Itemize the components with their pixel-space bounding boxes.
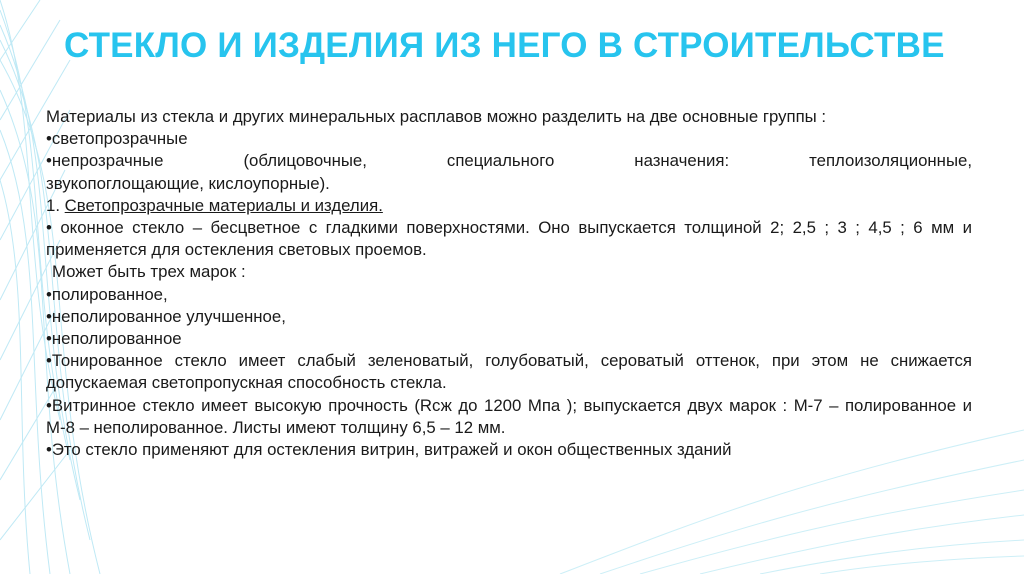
- section-heading: [46, 195, 972, 217]
- tinted-glass-paragraph: •Тонированное стекло имеет слабый зеленоватый, голубоватый, сероватый оттенок, при этом не снижается допускаемая светопропускная способность стекла.: [46, 351, 972, 393]
- usage-paragraph: •Это стекло применяют для остекления витрин, витражей и окон общественных зданий: [46, 440, 732, 460]
- list-item-opaque-continued: звукопоглощающие, кислоупорные).: [46, 173, 330, 193]
- list-item-opaque: •непрозрачные (облицовочные, специального назначения: теплоизоляционные,: [46, 151, 972, 171]
- section-number: 1.: [46, 195, 65, 215]
- window-glass-paragraph: • оконное стекло – бесцветное с гладкими поверхностями. Оно выпускается толщиной 2; 2,5 ; 3 ; 4,5 ; 6 мм и применяется для остекления световых проемов.: [46, 218, 972, 260]
- grade-item-improved: •неполированное улучшенное,: [46, 306, 286, 326]
- section-title: Светопрозрачные материалы и изделия.: [64, 195, 383, 215]
- grade-item-polished: •полированное,: [46, 284, 168, 304]
- slide-body: [46, 106, 972, 461]
- slide-title: СТЕКЛО И ИЗДЕЛИЯ ИЗ НЕГО В СТРОИТЕЛЬСТВЕ: [64, 26, 945, 65]
- showcase-glass-paragraph: •Витринное стекло имеет высокую прочность (Rсж до 1200 Мпа ); выпускается двух марок : М-7 – полированное и М-8 – неполированное. Листы имеют толщину 6,5 – 12 мм.: [46, 395, 972, 437]
- grades-intro: Может быть трех марок :: [52, 262, 246, 282]
- list-item-translucent: •светопрозрачные: [46, 129, 188, 149]
- intro-paragraph: Материалы из стекла и других минеральных расплавов можно разделить на две основные группы :: [46, 107, 827, 126]
- grade-item-unpolished: •неполированное: [46, 329, 182, 349]
